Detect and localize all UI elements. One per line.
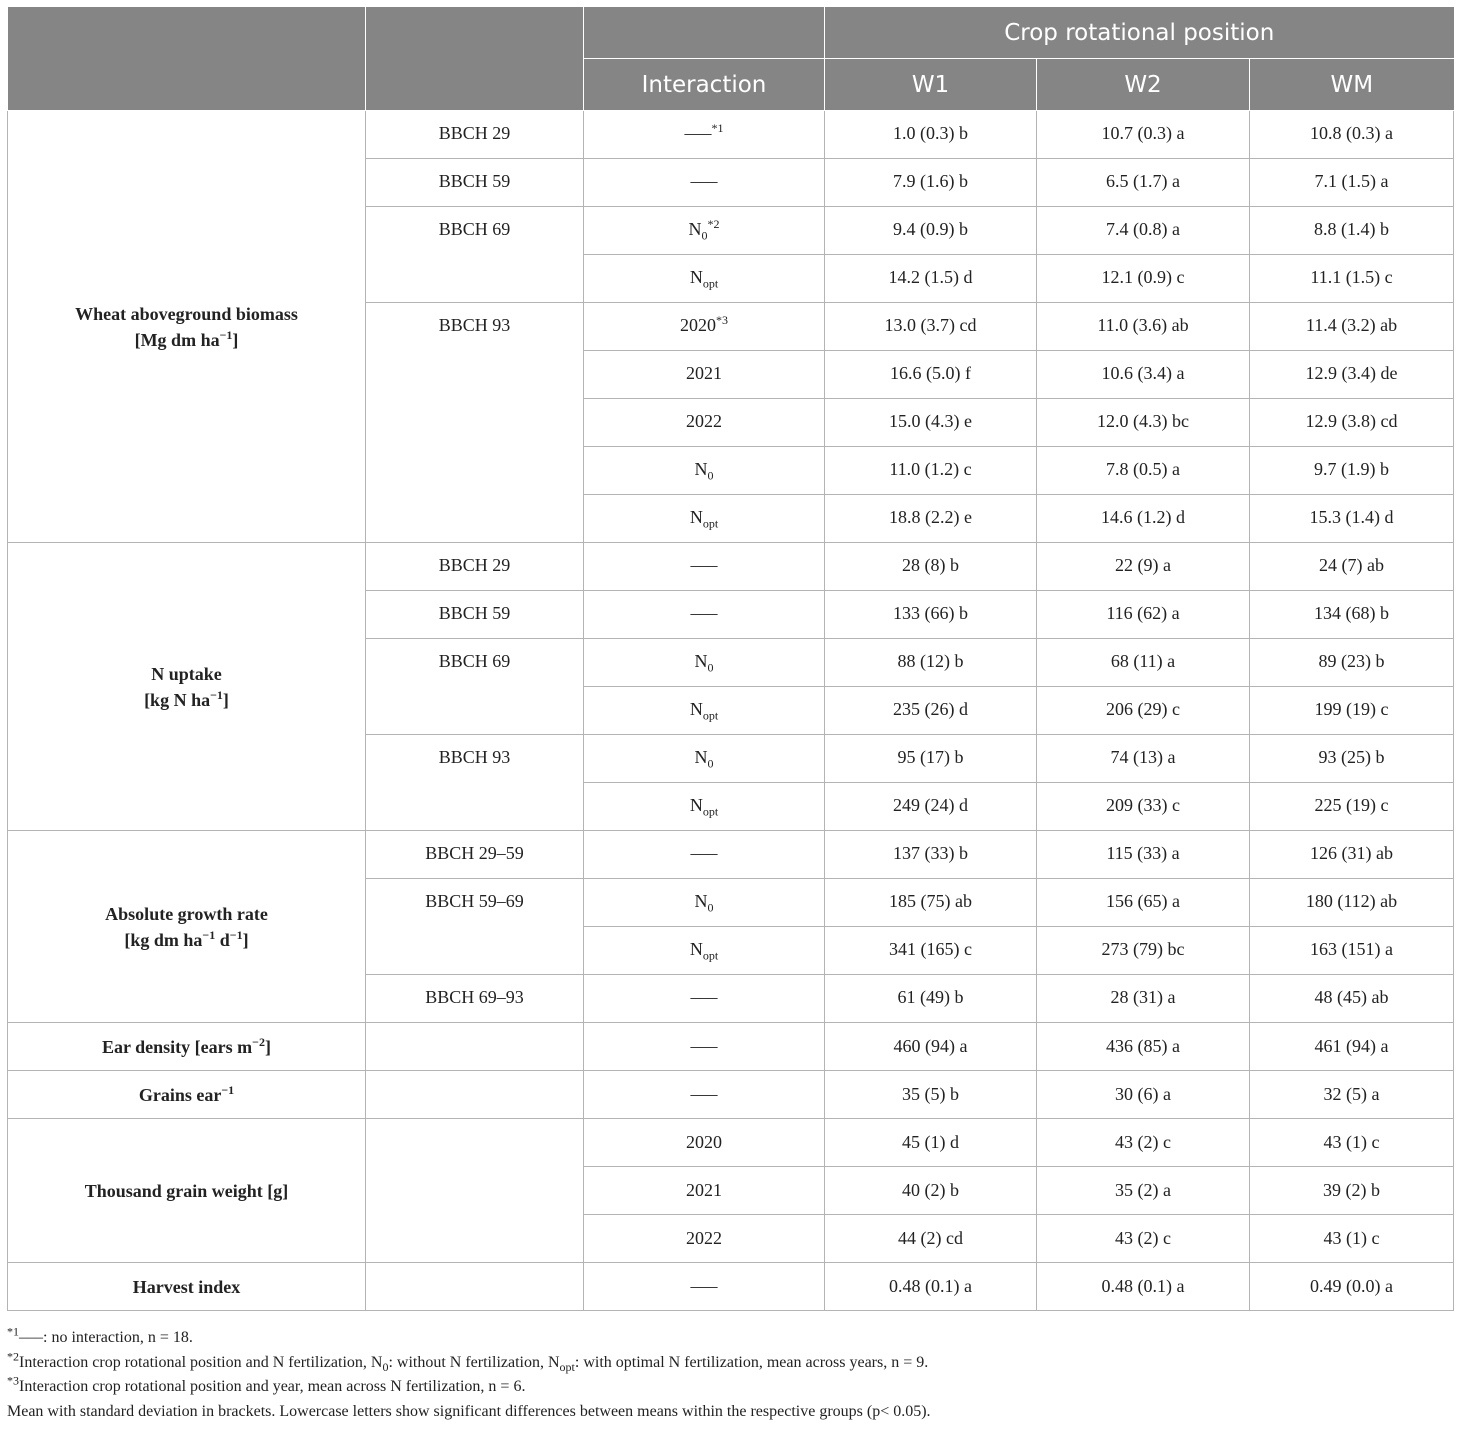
stage-cell: BBCH 59–69 [366, 879, 584, 975]
label-line: d [215, 929, 230, 950]
value-cell-wm: 39 (2) b [1250, 1167, 1454, 1215]
value-cell-wm: 11.4 (3.2) ab [1250, 303, 1454, 351]
interaction-cell: ––– [584, 1263, 825, 1311]
subscript: opt [702, 708, 719, 723]
value-cell-w1: 13.0 (3.7) cd [825, 303, 1037, 351]
interaction-text: N [689, 507, 703, 527]
header-blank-variable [8, 7, 366, 111]
footnote-2 [7, 1351, 1453, 1376]
section-label-tgw: Thousand grain weight [g] [8, 1119, 366, 1263]
interaction-cell [584, 207, 825, 255]
value-cell-wm: 180 (112) ab [1250, 879, 1454, 927]
value-cell-wm: 7.1 (1.5) a [1250, 159, 1454, 207]
stage-cell: BBCH 69 [366, 639, 584, 735]
interaction-cell: 2022 [584, 1215, 825, 1263]
value-cell-w2: 10.6 (3.4) a [1037, 351, 1250, 399]
stage-cell [366, 1263, 584, 1311]
table-header [8, 7, 1454, 111]
value-cell-w1: 40 (2) b [825, 1167, 1037, 1215]
superscript: −1 [210, 687, 223, 702]
value-cell-w2: 206 (29) c [1037, 687, 1250, 735]
footnote-note: Mean with standard deviation in brackets. Lowercase letters show significant differences between means within the respective groups (p< 0.05). [7, 1402, 931, 1420]
value-cell-wm: 32 (5) a [1250, 1071, 1454, 1119]
interaction-cell [584, 927, 825, 975]
value-cell-w1: 45 (1) d [825, 1119, 1037, 1167]
interaction-cell [584, 783, 825, 831]
value-cell-w2: 436 (85) a [1037, 1023, 1250, 1071]
section-label-ear-density [8, 1023, 366, 1071]
label-line: [Mg dm ha [134, 329, 220, 350]
results-table [7, 7, 1454, 1311]
value-cell-w2: 10.7 (0.3) a [1037, 111, 1250, 159]
section-label-growth-rate [8, 831, 366, 1023]
section-label-n-uptake [8, 543, 366, 831]
table-body [8, 111, 1454, 1311]
value-cell-w1: 133 (66) b [825, 591, 1037, 639]
value-cell-wm: 126 (31) ab [1250, 831, 1454, 879]
stage-cell: BBCH 69–93 [366, 975, 584, 1023]
value-cell-w2: 0.48 (0.1) a [1037, 1263, 1250, 1311]
interaction-text: N [694, 891, 708, 911]
value-cell-w1: 0.48 (0.1) a [825, 1263, 1037, 1311]
value-cell-w1: 1.0 (0.3) b [825, 111, 1037, 159]
footnote-mark: *2 [7, 1349, 19, 1364]
interaction-text: N [689, 795, 703, 815]
value-cell-wm: 48 (45) ab [1250, 975, 1454, 1023]
value-cell-w2: 11.0 (3.6) ab [1037, 303, 1250, 351]
value-cell-w2: 6.5 (1.7) a [1037, 159, 1250, 207]
value-cell-w1: 61 (49) b [825, 975, 1037, 1023]
footnote-mark: *3 [716, 313, 728, 327]
value-cell-w2: 43 (2) c [1037, 1119, 1250, 1167]
footnote-mark: *1 [711, 121, 724, 135]
value-cell-wm: 9.7 (1.9) b [1250, 447, 1454, 495]
interaction-cell: 2020 [584, 1119, 825, 1167]
value-cell-wm: 93 (25) b [1250, 735, 1454, 783]
value-cell-wm: 8.8 (1.4) b [1250, 207, 1454, 255]
value-cell-wm: 12.9 (3.8) cd [1250, 399, 1454, 447]
value-cell-w2: 22 (9) a [1037, 543, 1250, 591]
stage-cell: BBCH 29 [366, 111, 584, 159]
interaction-cell [584, 879, 825, 927]
results-table-container [7, 7, 1453, 1311]
superscript: −1 [219, 327, 233, 342]
value-cell-w1: 44 (2) cd [825, 1215, 1037, 1263]
value-cell-w1: 9.4 (0.9) b [825, 207, 1037, 255]
value-cell-w1: 88 (12) b [825, 639, 1037, 687]
value-cell-w2: 14.6 (1.2) d [1037, 495, 1250, 543]
stage-cell: BBCH 93 [366, 303, 584, 543]
value-cell-wm: 0.49 (0.0) a [1250, 1263, 1454, 1311]
table-row [8, 1023, 1454, 1071]
subscript: 0 [701, 228, 708, 243]
stage-cell [366, 1071, 584, 1119]
interaction-text: N [689, 939, 703, 959]
interaction-text: N [694, 459, 708, 479]
superscript: −1 [202, 927, 216, 942]
stage-cell: BBCH 93 [366, 735, 584, 831]
header-row-1 [8, 7, 1454, 59]
header-crop-rotational-position: Crop rotational position [825, 7, 1454, 59]
interaction-text: N [689, 267, 703, 287]
label-line: N uptake [151, 663, 222, 684]
value-cell-w1: 18.8 (2.2) e [825, 495, 1037, 543]
label-line: Absolute growth rate [105, 903, 268, 924]
footnote-mark: *2 [707, 217, 720, 231]
value-cell-w2: 7.4 (0.8) a [1037, 207, 1250, 255]
value-cell-w2: 12.1 (0.9) c [1037, 255, 1250, 303]
subscript: 0 [707, 468, 714, 483]
value-cell-w1: 95 (17) b [825, 735, 1037, 783]
header-blank-stage [366, 7, 584, 111]
value-cell-wm: 24 (7) ab [1250, 543, 1454, 591]
interaction-cell: ––– [584, 831, 825, 879]
subscript: 0 [707, 756, 714, 771]
footnote-text: –––: no interaction, n = 18. [19, 1329, 193, 1346]
interaction-cell: 2021 [584, 1167, 825, 1215]
value-cell-w1: 7.9 (1.6) b [825, 159, 1037, 207]
table-row [8, 1071, 1454, 1119]
subscript: 0 [707, 660, 714, 675]
footnote-text: Interaction crop rotational position and N fertilization, N [19, 1353, 383, 1371]
value-cell-wm: 43 (1) c [1250, 1119, 1454, 1167]
value-cell-wm: 134 (68) b [1250, 591, 1454, 639]
label-line: [kg N ha [144, 689, 211, 710]
table-footnotes [7, 1326, 1453, 1424]
header-wm: WM [1250, 59, 1454, 111]
footnote-1 [7, 1326, 1453, 1351]
interaction-text: N [689, 699, 703, 719]
stage-cell: BBCH 59 [366, 591, 584, 639]
stage-cell [366, 1119, 584, 1263]
stage-cell: BBCH 29 [366, 543, 584, 591]
value-cell-w1: 249 (24) d [825, 783, 1037, 831]
header-w2: W2 [1037, 59, 1250, 111]
table-row [8, 111, 1454, 159]
interaction-cell: ––– [584, 591, 825, 639]
header-interaction: Interaction [584, 59, 825, 111]
stage-cell: BBCH 59 [366, 159, 584, 207]
subscript: 0 [707, 900, 714, 915]
interaction-text: N [694, 747, 708, 767]
value-cell-w2: 35 (2) a [1037, 1167, 1250, 1215]
section-label-grains-ear [8, 1071, 366, 1119]
interaction-text: N [688, 219, 702, 239]
label-line: ] [232, 329, 239, 350]
value-cell-wm: 12.9 (3.4) de [1250, 351, 1454, 399]
interaction-cell: ––– [584, 1023, 825, 1071]
value-cell-w2: 74 (13) a [1037, 735, 1250, 783]
stage-cell: BBCH 29–59 [366, 831, 584, 879]
label-line: Wheat aboveground biomass [75, 303, 298, 324]
interaction-cell [584, 111, 825, 159]
interaction-cell: ––– [584, 975, 825, 1023]
value-cell-w2: 273 (79) bc [1037, 927, 1250, 975]
footnote-3 [7, 1375, 1453, 1400]
section-label-harvest-index: Harvest index [8, 1263, 366, 1311]
value-cell-w1: 460 (94) a [825, 1023, 1037, 1071]
superscript: −1 [221, 1082, 235, 1097]
value-cell-w1: 35 (5) b [825, 1071, 1037, 1119]
value-cell-w1: 14.2 (1.5) d [825, 255, 1037, 303]
value-cell-w1: 15.0 (4.3) e [825, 399, 1037, 447]
value-cell-w1: 11.0 (1.2) c [825, 447, 1037, 495]
value-cell-w1: 185 (75) ab [825, 879, 1037, 927]
interaction-cell [584, 687, 825, 735]
value-cell-w2: 30 (6) a [1037, 1071, 1250, 1119]
subscript: opt [702, 276, 719, 291]
interaction-cell: 2021 [584, 351, 825, 399]
value-cell-w2: 156 (65) a [1037, 879, 1250, 927]
interaction-cell [584, 495, 825, 543]
interaction-cell [584, 255, 825, 303]
stage-cell [366, 1023, 584, 1071]
value-cell-w1: 235 (26) d [825, 687, 1037, 735]
label-line: ] [222, 689, 229, 710]
value-cell-wm: 89 (23) b [1250, 639, 1454, 687]
section-label-biomass [8, 111, 366, 543]
interaction-cell [584, 303, 825, 351]
subscript: opt [559, 1359, 575, 1374]
footnote-text: : without N fertilization, N [388, 1353, 560, 1371]
interaction-cell [584, 639, 825, 687]
footnote-mark: *1 [7, 1324, 19, 1339]
value-cell-w1: 137 (33) b [825, 831, 1037, 879]
interaction-cell: 2022 [584, 399, 825, 447]
table-row [8, 1119, 1454, 1167]
table-row [8, 1263, 1454, 1311]
value-cell-w1: 341 (165) c [825, 927, 1037, 975]
value-cell-w2: 7.8 (0.5) a [1037, 447, 1250, 495]
no-interaction-mark: ––– [684, 123, 712, 143]
value-cell-wm: 10.8 (0.3) a [1250, 111, 1454, 159]
value-cell-wm: 199 (19) c [1250, 687, 1454, 735]
label-line: Ear density [ears m [102, 1036, 253, 1057]
header-blank-interaction-top [584, 7, 825, 59]
interaction-cell: ––– [584, 1071, 825, 1119]
interaction-cell: ––– [584, 543, 825, 591]
value-cell-wm: 11.1 (1.5) c [1250, 255, 1454, 303]
label-line: ] [242, 929, 249, 950]
value-cell-w2: 115 (33) a [1037, 831, 1250, 879]
interaction-cell [584, 735, 825, 783]
value-cell-wm: 225 (19) c [1250, 783, 1454, 831]
value-cell-wm: 163 (151) a [1250, 927, 1454, 975]
subscript: opt [702, 948, 719, 963]
value-cell-w1: 16.6 (5.0) f [825, 351, 1037, 399]
footnote-text: : with optimal N fertilization, mean across years, n = 9. [574, 1353, 929, 1371]
footnote-mark: *3 [7, 1373, 19, 1388]
interaction-cell [584, 447, 825, 495]
superscript: −2 [252, 1034, 265, 1049]
footnote-text: Interaction crop rotational position and year, mean across N fertilization, n = 6. [19, 1378, 526, 1395]
table-row [8, 831, 1454, 879]
value-cell-wm: 15.3 (1.4) d [1250, 495, 1454, 543]
stage-cell: BBCH 69 [366, 207, 584, 303]
subscript: opt [702, 804, 719, 819]
value-cell-w2: 209 (33) c [1037, 783, 1250, 831]
label-line: [kg dm ha [124, 929, 203, 950]
table-row [8, 543, 1454, 591]
label-line: ] [265, 1036, 271, 1057]
header-w1: W1 [825, 59, 1037, 111]
value-cell-wm: 461 (94) a [1250, 1023, 1454, 1071]
value-cell-w2: 43 (2) c [1037, 1215, 1250, 1263]
value-cell-w2: 116 (62) a [1037, 591, 1250, 639]
value-cell-w2: 28 (31) a [1037, 975, 1250, 1023]
interaction-text: 2020 [680, 315, 716, 335]
value-cell-w1: 28 (8) b [825, 543, 1037, 591]
subscript: 0 [382, 1359, 389, 1374]
value-cell-w2: 12.0 (4.3) bc [1037, 399, 1250, 447]
label-line: Grains ear [138, 1084, 222, 1105]
subscript: opt [702, 516, 719, 531]
interaction-text: N [694, 651, 708, 671]
superscript: −1 [229, 927, 243, 942]
value-cell-wm: 43 (1) c [1250, 1215, 1454, 1263]
value-cell-w2: 68 (11) a [1037, 639, 1250, 687]
interaction-cell: ––– [584, 159, 825, 207]
